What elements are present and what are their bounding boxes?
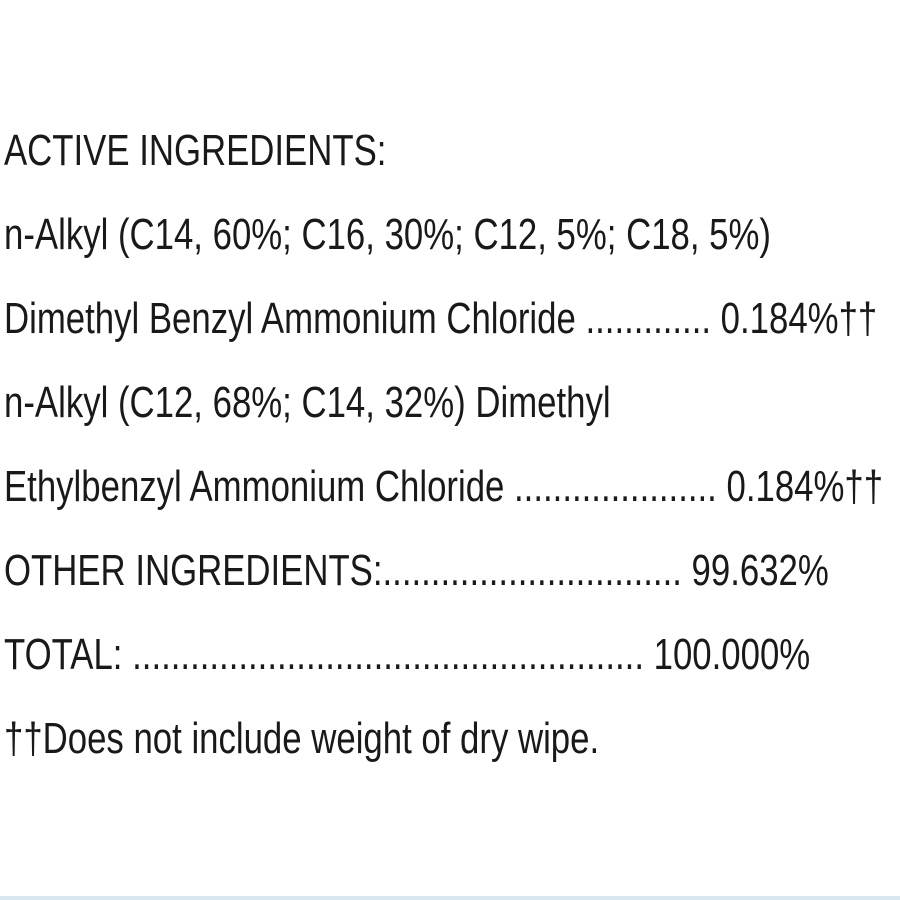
active-ingredients-heading: ACTIVE INGREDIENTS: [4, 126, 387, 175]
ingredients-text-block [4, 109, 900, 781]
other-ingredients-line: OTHER INGREDIENTS:............................... 99.632% [4, 546, 829, 595]
total-line: TOTAL: ..................................................... 100.000% [4, 630, 811, 679]
ingredient-line-ethylbenzyl-chloride: Ethylbenzyl Ammonium Chloride ..................... 0.184%†† [4, 462, 884, 511]
ingredient-line-benzyl-chloride: Dimethyl Benzyl Ammonium Chloride ............. 0.184%†† [4, 294, 878, 343]
ingredient-line-alkyl-2: n-Alkyl (C12, 68%; C14, 32%) Dimethyl [4, 378, 611, 427]
bottom-accent-rule [0, 896, 900, 900]
footnote: ††Does not include weight of dry wipe. [4, 714, 600, 763]
ingredient-line-alkyl-1: n-Alkyl (C14, 60%; C16, 30%; C12, 5%; C18, 5%) [4, 210, 772, 259]
